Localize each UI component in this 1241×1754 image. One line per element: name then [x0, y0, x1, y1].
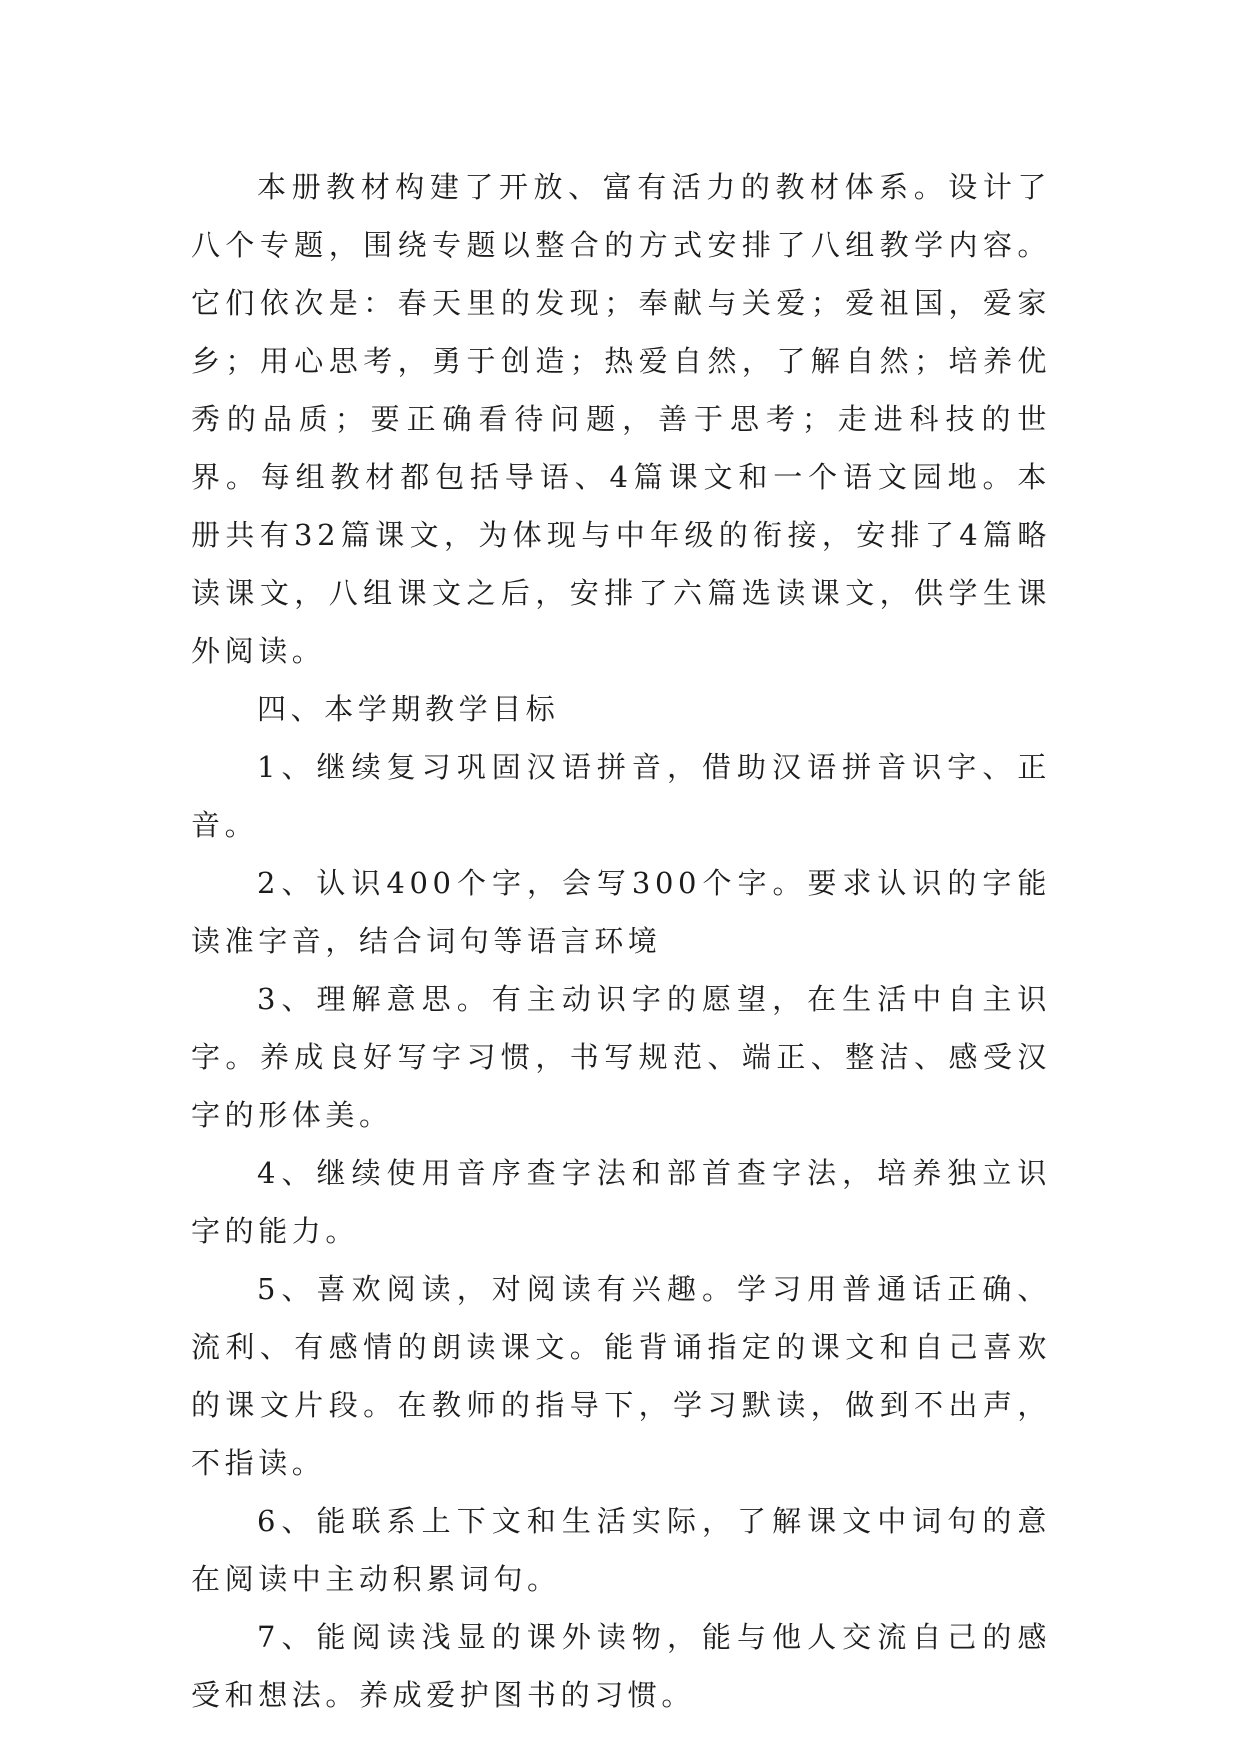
- goal-item-5: 5、喜欢阅读，对阅读有兴趣。学习用普通话正确、流利、有感情的朗读课文。能背诵指定的课文和自己喜欢的课文片段。在教师的指导下，学习默读，做到不出声，不指读。: [191, 1272, 1051, 1480]
- goal-item-6: 6、能联系上下文和生活实际，了解课文中词句的意在阅读中主动积累词句。: [191, 1504, 1051, 1596]
- goal-item-2: 2、认识400个字，会写300个字。要求认识的字能读准字音，结合词句等语言环境: [191, 866, 1051, 958]
- section-heading: 四、本学期教学目标: [257, 692, 560, 726]
- goal-item-4: 4、继续使用音序查字法和部首查字法，培养独立识字的能力。: [191, 1156, 1051, 1248]
- goal-item-7: 7、能阅读浅显的课外读物，能与他人交流自己的感受和想法。养成爱护图书的习惯。: [191, 1620, 1051, 1712]
- document-body: [191, 158, 1051, 1724]
- goal-item-1: 1、继续复习巩固汉语拼音，借助汉语拼音识字、正音。: [191, 750, 1051, 842]
- intro-paragraph: 本册教材构建了开放、富有活力的教材体系。设计了八个专题，围绕专题以整合的方式安排了八组教学内容。它们依次是：春天里的发现；奉献与关爱；爱祖国，爱家乡；用心思考，勇于创造；热爱自然，了解自然；培养优秀的品质；要正确看待问题，善于思考；走进科技的世界。每组教材都包括导语、4篇课文和一个语文园地。本册共有32篇课文，为体现与中年级的衔接，安排了4篇略读课文，八组课文之后，安排了六篇选读课文，供学生课外阅读。: [191, 170, 1051, 668]
- goal-item-3: 3、理解意思。有主动识字的愿望，在生活中自主识字。养成良好写字习惯，书写规范、端正、整洁、感受汉字的形体美。: [191, 982, 1051, 1132]
